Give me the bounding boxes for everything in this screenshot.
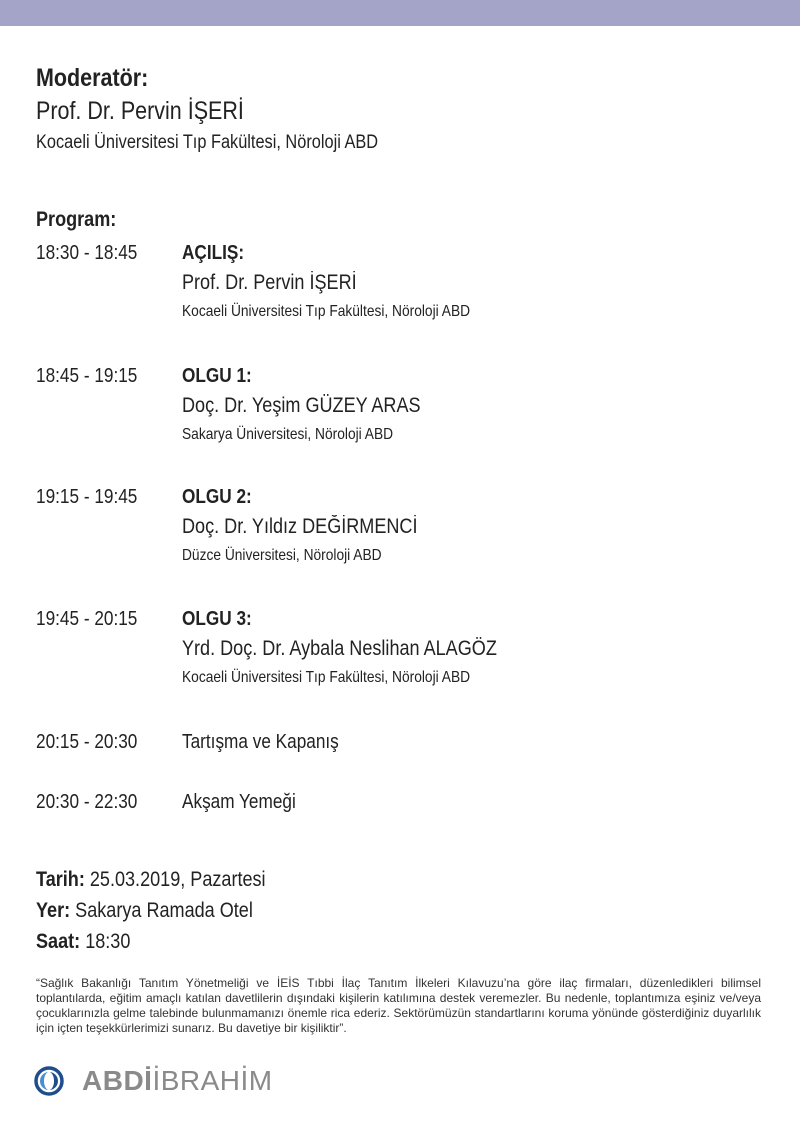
moderator-label: Moderatör: — [36, 64, 149, 92]
program-item-time: 19:45 - 20:15 — [36, 608, 138, 630]
program-item-institution: Kocaeli Üniversitesi Tıp Fakültesi, Nöroloji ABD — [182, 669, 471, 686]
moderator-affiliation: Kocaeli Üniversitesi Tıp Fakültesi, Nöroloji ABD — [36, 132, 379, 153]
brand-wordmark-bold: ABDİ — [82, 1065, 153, 1096]
program-item — [36, 482, 776, 572]
program-item-time: 20:30 - 22:30 — [36, 791, 138, 813]
company-logo — [34, 1064, 273, 1098]
event-time-label: Saat: — [36, 930, 81, 953]
event-time-value: 18:30 — [85, 930, 131, 953]
brand-wordmark — [82, 1064, 273, 1098]
top-color-bar — [0, 0, 800, 26]
program-item-time: 18:45 - 19:15 — [36, 365, 138, 387]
program-item-speaker: Doç. Dr. Yeşim GÜZEY ARAS — [182, 394, 421, 417]
event-date-value: 25.03.2019, Pazartesi — [89, 868, 266, 891]
program-item-title: OLGU 1: — [182, 365, 252, 387]
moderator-section — [36, 62, 434, 158]
event-place-label: Yer: — [36, 899, 71, 922]
program-item-institution: Kocaeli Üniversitesi Tıp Fakültesi, Nöroloji ABD — [182, 303, 471, 320]
brand-wordmark-regular: İBRAHİM — [152, 1065, 273, 1096]
program-item-institution: Sakarya Üniversitesi, Nöroloji ABD — [182, 426, 394, 443]
program-label: Program: — [36, 208, 117, 231]
program-item-title: OLGU 2: — [182, 486, 252, 508]
program-item-institution: Düzce Üniversitesi, Nöroloji ABD — [182, 547, 382, 564]
program-item — [36, 361, 776, 451]
event-details — [36, 864, 303, 957]
program-item-title: OLGU 3: — [182, 608, 252, 630]
program-item-title: AÇILIŞ: — [182, 242, 245, 264]
program-item — [36, 604, 776, 694]
event-date — [36, 864, 266, 895]
program-item-time: 20:15 - 20:30 — [36, 731, 138, 753]
program-item-title: Tartışma ve Kapanış — [182, 731, 339, 753]
abdi-ibrahim-logo-icon — [34, 1066, 64, 1096]
program-item-title: Akşam Yemeği — [182, 791, 296, 813]
program-item — [36, 238, 776, 328]
program-item-time: 18:30 - 18:45 — [36, 242, 138, 264]
program-item-speaker: Doç. Dr. Yıldız DEĞİRMENCİ — [182, 515, 418, 538]
program-item-speaker: Prof. Dr. Pervin İŞERİ — [182, 271, 357, 294]
moderator-name: Prof. Dr. Pervin İŞERİ — [36, 97, 244, 125]
disclaimer-text: “Sağlık Bakanlığı Tanıtım Yönetmeliği ve İEİS Tıbbi İlaç Tanıtım İlkeleri Kılavuzu’na göre ilaç firmaları, düzenledikleri bilimsel toplantılarda, eğitim amaçlı katılan davetlilerin dışındaki kişilerin katılımına destek veremezler. Bu nedenle, toplantımıza eşiniz ve/veya çocuklarınızla gelme talebinde bulunmamanızı önemle rica ederiz. Sektörümüzün standartlarını koruma yönünde gösterdiğiniz duyarlılık için içten teşekkürlerimizi sunarız. Bu davetiye bir kişiliktir”. — [36, 976, 761, 1035]
event-date-label: Tarih: — [36, 868, 85, 891]
event-place — [36, 895, 266, 926]
program-item — [36, 727, 776, 759]
program-item — [36, 787, 776, 819]
event-place-value: Sakarya Ramada Otel — [75, 899, 253, 922]
program-item-speaker: Yrd. Doç. Dr. Aybala Neslihan ALAGÖZ — [182, 637, 497, 660]
program-item-time: 19:15 - 19:45 — [36, 486, 138, 508]
event-time — [36, 926, 266, 957]
